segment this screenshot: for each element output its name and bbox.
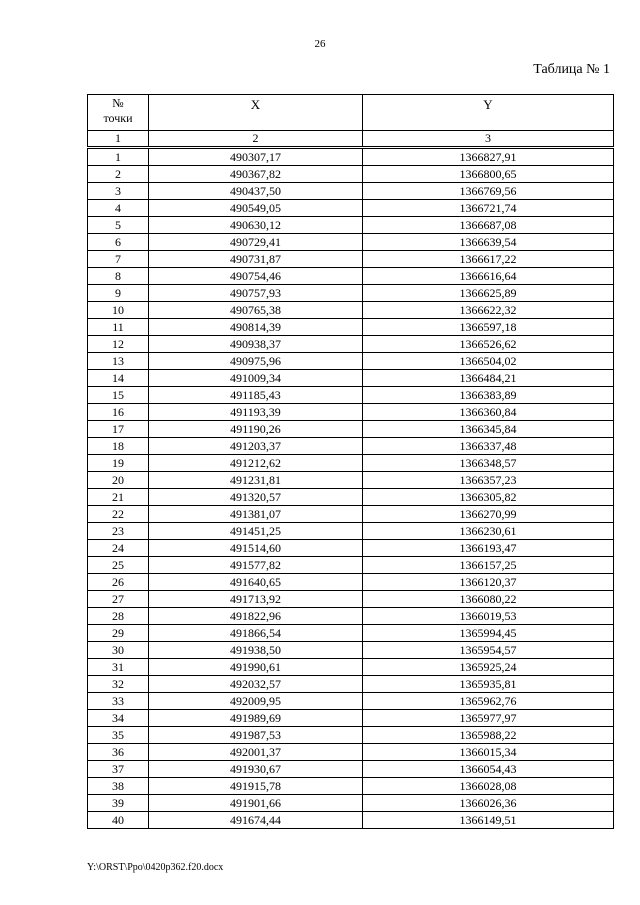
x-coordinate-cell: 492001,37 <box>149 744 363 761</box>
point-number-cell: 23 <box>88 523 149 540</box>
point-number-cell: 2 <box>88 166 149 183</box>
y-coordinate-cell: 1365925,24 <box>363 659 614 676</box>
y-coordinate-cell: 1366270,99 <box>363 506 614 523</box>
y-coordinate-cell: 1366019,53 <box>363 608 614 625</box>
table-row <box>88 693 614 710</box>
table-row <box>88 319 614 336</box>
table-row <box>88 625 614 642</box>
x-coordinate-cell: 490765,38 <box>149 302 363 319</box>
point-number-cell: 5 <box>88 217 149 234</box>
x-coordinate-cell: 491938,50 <box>149 642 363 659</box>
table-row <box>88 148 614 166</box>
point-number-cell: 21 <box>88 489 149 506</box>
y-coordinate-cell: 1366639,54 <box>363 234 614 251</box>
y-coordinate-cell: 1366484,21 <box>363 370 614 387</box>
point-number-cell: 16 <box>88 404 149 421</box>
point-number-cell: 12 <box>88 336 149 353</box>
table-row <box>88 608 614 625</box>
y-coordinate-cell: 1366769,56 <box>363 183 614 200</box>
point-number-cell: 17 <box>88 421 149 438</box>
table-row <box>88 710 614 727</box>
point-number-cell: 7 <box>88 251 149 268</box>
point-number-cell: 11 <box>88 319 149 336</box>
x-coordinate-cell: 492009,95 <box>149 693 363 710</box>
y-coordinate-cell: 1366597,18 <box>363 319 614 336</box>
x-coordinate-cell: 491930,67 <box>149 761 363 778</box>
point-number-cell: 31 <box>88 659 149 676</box>
y-coordinate-cell: 1366015,34 <box>363 744 614 761</box>
x-coordinate-cell: 490307,17 <box>149 148 363 166</box>
table-row <box>88 336 614 353</box>
x-coordinate-cell: 491866,54 <box>149 625 363 642</box>
point-number-cell: 32 <box>88 676 149 693</box>
x-coordinate-cell: 491212,62 <box>149 455 363 472</box>
table-row <box>88 676 614 693</box>
y-coordinate-cell: 1366625,89 <box>363 285 614 302</box>
y-coordinate-cell: 1366827,91 <box>363 148 614 166</box>
point-number-cell: 8 <box>88 268 149 285</box>
x-coordinate-cell: 491185,43 <box>149 387 363 404</box>
y-coordinate-cell: 1365977,97 <box>363 710 614 727</box>
x-coordinate-cell: 491193,39 <box>149 404 363 421</box>
page-number: 26 <box>314 38 326 50</box>
header-point-number: № точки <box>88 95 149 131</box>
table-row <box>88 370 614 387</box>
y-coordinate-cell: 1365962,76 <box>363 693 614 710</box>
point-number-cell: 33 <box>88 693 149 710</box>
table-row <box>88 404 614 421</box>
table-row <box>88 727 614 744</box>
coordinates-table <box>87 94 614 829</box>
x-coordinate-cell: 490757,93 <box>149 285 363 302</box>
y-coordinate-cell: 1366080,22 <box>363 591 614 608</box>
y-coordinate-cell: 1366616,64 <box>363 268 614 285</box>
y-coordinate-cell: 1366337,48 <box>363 438 614 455</box>
table-row <box>88 234 614 251</box>
y-coordinate-cell: 1366054,43 <box>363 761 614 778</box>
point-number-cell: 26 <box>88 574 149 591</box>
point-number-cell: 25 <box>88 557 149 574</box>
x-coordinate-cell: 491674,44 <box>149 812 363 829</box>
table-row <box>88 166 614 183</box>
table-row <box>88 285 614 302</box>
x-coordinate-cell: 491822,96 <box>149 608 363 625</box>
y-coordinate-cell: 1366345,84 <box>363 421 614 438</box>
table-row <box>88 438 614 455</box>
y-coordinate-cell: 1366120,37 <box>363 574 614 591</box>
point-number-cell: 3 <box>88 183 149 200</box>
table-row <box>88 472 614 489</box>
table-row <box>88 574 614 591</box>
table-row <box>88 353 614 370</box>
column-number-3: 3 <box>363 131 614 148</box>
table-header-row <box>88 95 614 131</box>
table-row <box>88 251 614 268</box>
x-coordinate-cell: 491713,92 <box>149 591 363 608</box>
y-coordinate-cell: 1366800,65 <box>363 166 614 183</box>
table-row <box>88 540 614 557</box>
y-coordinate-cell: 1366617,22 <box>363 251 614 268</box>
x-coordinate-cell: 490731,87 <box>149 251 363 268</box>
x-coordinate-cell: 491987,53 <box>149 727 363 744</box>
x-coordinate-cell: 491231,81 <box>149 472 363 489</box>
table-row <box>88 778 614 795</box>
y-coordinate-cell: 1366193,47 <box>363 540 614 557</box>
point-number-cell: 35 <box>88 727 149 744</box>
table-row <box>88 217 614 234</box>
y-coordinate-cell: 1366357,23 <box>363 472 614 489</box>
point-number-cell: 30 <box>88 642 149 659</box>
x-coordinate-cell: 491009,34 <box>149 370 363 387</box>
point-number-cell: 34 <box>88 710 149 727</box>
point-number-cell: 28 <box>88 608 149 625</box>
table-row <box>88 523 614 540</box>
x-coordinate-cell: 490938,37 <box>149 336 363 353</box>
y-coordinate-cell: 1366526,62 <box>363 336 614 353</box>
y-coordinate-cell: 1366026,36 <box>363 795 614 812</box>
column-number-1: 1 <box>88 131 149 148</box>
table-row <box>88 761 614 778</box>
y-coordinate-cell: 1365935,81 <box>363 676 614 693</box>
x-coordinate-cell: 491451,25 <box>149 523 363 540</box>
point-number-cell: 15 <box>88 387 149 404</box>
x-coordinate-cell: 491320,57 <box>149 489 363 506</box>
table-row <box>88 489 614 506</box>
column-number-2: 2 <box>149 131 363 148</box>
x-coordinate-cell: 490975,96 <box>149 353 363 370</box>
table-row <box>88 455 614 472</box>
point-number-cell: 29 <box>88 625 149 642</box>
point-number-cell: 27 <box>88 591 149 608</box>
header-y: Y <box>363 95 614 131</box>
table-row <box>88 591 614 608</box>
point-number-cell: 24 <box>88 540 149 557</box>
table-caption: Таблица № 1 <box>533 62 610 77</box>
column-number-row <box>88 131 614 148</box>
x-coordinate-cell: 490754,46 <box>149 268 363 285</box>
point-number-cell: 18 <box>88 438 149 455</box>
table-row <box>88 200 614 217</box>
point-number-cell: 19 <box>88 455 149 472</box>
point-number-cell: 4 <box>88 200 149 217</box>
x-coordinate-cell: 491577,82 <box>149 557 363 574</box>
y-coordinate-cell: 1366360,84 <box>363 404 614 421</box>
table-row <box>88 183 614 200</box>
x-coordinate-cell: 491514,60 <box>149 540 363 557</box>
point-number-cell: 37 <box>88 761 149 778</box>
x-coordinate-cell: 490729,41 <box>149 234 363 251</box>
y-coordinate-cell: 1366721,74 <box>363 200 614 217</box>
point-number-cell: 6 <box>88 234 149 251</box>
x-coordinate-cell: 490549,05 <box>149 200 363 217</box>
table-row <box>88 506 614 523</box>
table-row <box>88 812 614 829</box>
table-row <box>88 557 614 574</box>
x-coordinate-cell: 491915,78 <box>149 778 363 795</box>
table-row <box>88 421 614 438</box>
y-coordinate-cell: 1366687,08 <box>363 217 614 234</box>
y-coordinate-cell: 1366028,08 <box>363 778 614 795</box>
y-coordinate-cell: 1366149,51 <box>363 812 614 829</box>
table-row <box>88 744 614 761</box>
point-number-cell: 40 <box>88 812 149 829</box>
table-row <box>88 268 614 285</box>
point-number-cell: 36 <box>88 744 149 761</box>
x-coordinate-cell: 492032,57 <box>149 676 363 693</box>
y-coordinate-cell: 1365994,45 <box>363 625 614 642</box>
y-coordinate-cell: 1366622,32 <box>363 302 614 319</box>
point-number-cell: 1 <box>88 148 149 166</box>
y-coordinate-cell: 1366305,82 <box>363 489 614 506</box>
point-number-cell: 38 <box>88 778 149 795</box>
point-number-cell: 22 <box>88 506 149 523</box>
table-row <box>88 795 614 812</box>
header-x: X <box>149 95 363 131</box>
y-coordinate-cell: 1366504,02 <box>363 353 614 370</box>
table-row <box>88 387 614 404</box>
point-number-cell: 20 <box>88 472 149 489</box>
x-coordinate-cell: 491203,37 <box>149 438 363 455</box>
point-number-cell: 9 <box>88 285 149 302</box>
table-row <box>88 659 614 676</box>
point-number-cell: 10 <box>88 302 149 319</box>
x-coordinate-cell: 491381,07 <box>149 506 363 523</box>
table-body <box>88 148 614 829</box>
point-number-cell: 39 <box>88 795 149 812</box>
y-coordinate-cell: 1366157,25 <box>363 557 614 574</box>
x-coordinate-cell: 491190,26 <box>149 421 363 438</box>
table-row <box>88 642 614 659</box>
y-coordinate-cell: 1366348,57 <box>363 455 614 472</box>
x-coordinate-cell: 491990,61 <box>149 659 363 676</box>
y-coordinate-cell: 1366230,61 <box>363 523 614 540</box>
x-coordinate-cell: 491901,66 <box>149 795 363 812</box>
y-coordinate-cell: 1365988,22 <box>363 727 614 744</box>
point-number-cell: 14 <box>88 370 149 387</box>
x-coordinate-cell: 490630,12 <box>149 217 363 234</box>
x-coordinate-cell: 491989,69 <box>149 710 363 727</box>
x-coordinate-cell: 490437,50 <box>149 183 363 200</box>
x-coordinate-cell: 490814,39 <box>149 319 363 336</box>
y-coordinate-cell: 1365954,57 <box>363 642 614 659</box>
file-path-footer: Y:\ORST\Ppo\0420p362.f20.docx <box>87 862 224 873</box>
table-row <box>88 302 614 319</box>
y-coordinate-cell: 1366383,89 <box>363 387 614 404</box>
point-number-cell: 13 <box>88 353 149 370</box>
x-coordinate-cell: 491640,65 <box>149 574 363 591</box>
x-coordinate-cell: 490367,82 <box>149 166 363 183</box>
